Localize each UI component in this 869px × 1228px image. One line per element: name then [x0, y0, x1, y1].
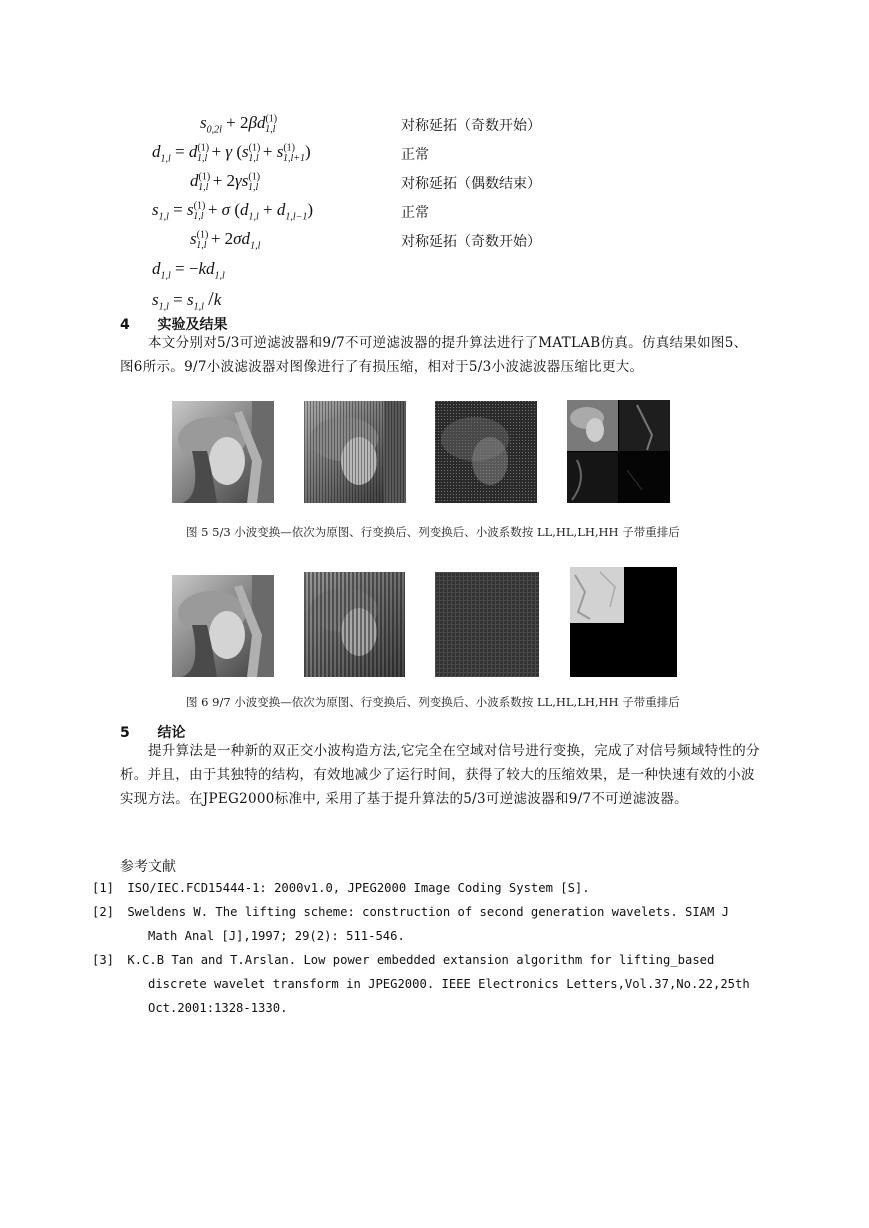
equation-2: $d_{1,l} = d^{(1)}_{1,l} + \gamma$ $(s^{(1)}_{1,l} + s^{(1)}_{1,l+1})$	[152, 142, 311, 165]
figure-5-caption: 图 5 5/3 小波变换—依次为原图、行变换后、列变换后、小波系数按 LL,HL,LH,HH 子带重排后	[186, 525, 680, 539]
equation-1: $s_{0,2l} + 2\beta d^{(1)}_{1,l}$	[200, 113, 278, 136]
references-list	[92, 876, 760, 1020]
figure-6-row-transform-image	[304, 572, 405, 677]
reference-text: K.C.B Tan and T.Arslan. Low power embedded extansion algorithm for lifting_based discrete wavelet transform in JPEG2000. IEEE Electronics Letters,Vol.37,No.22,25th Oct.2001:1328-1330.	[127, 953, 750, 1015]
equation-4-note: 正常	[401, 205, 429, 221]
reference-item: [3] K.C.B Tan and T.Arslan. Low power embedded extansion algorithm for lifting_based discrete wavelet transform in JPEG2000. IEEE Electronics Letters,Vol.37,No.22,25th Oct.2001:1328-1330.	[92, 953, 750, 1015]
equation-5: $s^{(1)}_{1,l} + 2\sigma d_{1,l}$	[190, 229, 261, 252]
equation-1-note: 对称延拓（奇数开始）	[401, 118, 541, 134]
reference-item: [1] ISO/IEC.FCD15444-1: 2000v1.0, JPEG2000 Image Coding System [S].	[92, 881, 590, 895]
figure-5-column-transform-image	[435, 401, 537, 503]
section-5-paragraph: 提升算法是一种新的双正交小波构造方法,它完全在空域对信号进行变换，完成了对信号频域特性的分析。并且，由于其独特的结构，有效地减少了运行时间，获得了较大的压缩效果，是一种快速有效的小波实现方法。在JPEG2000标准中, 采用了基于提升算法的5/3可逆滤波器和9/7不可逆滤波器。	[120, 743, 760, 807]
equation-4: $s_{1,l} = s^{(1)}_{1,l} + \sigma$ $(d_{1,l} + d_{1,l-1})$	[152, 200, 314, 223]
section-4-paragraph: 本文分别对5/3可逆滤波器和9/7不可逆滤波器的提升算法进行了MATLAB仿真。仿真结果如图5、图6所示。9/7小波滤波器对图像进行了有损压缩，相对于5/3小波滤波器压缩比更大。	[120, 335, 748, 375]
figure-6-original-image	[172, 575, 274, 677]
section-5-number: 5	[120, 725, 130, 741]
figure-5-original-image	[172, 401, 274, 503]
equation-3-note: 对称延拓（偶数结束）	[401, 176, 541, 192]
equation-3: $d^{(1)}_{1,l} + 2\gamma s^{(1)}_{1,l}$	[190, 171, 261, 194]
figure-6-caption: 图 6 9/7 小波变换—依次为原图、行变换后、列变换后、小波系数按 LL,HL,LH,HH 子带重排后	[186, 695, 680, 709]
figure-5-subband-image	[567, 400, 670, 503]
equation-6: $d_{1,l} = -kd_{1,l}$	[152, 259, 225, 282]
figure-6-subband-image	[570, 567, 677, 677]
equation-7: $s_{1,l} = s_{1,l}$ /k	[152, 288, 222, 313]
references-title: 参考文献	[120, 859, 176, 875]
section-5-title: 结论	[157, 725, 186, 741]
section-4-number: 4	[120, 317, 130, 333]
reference-item: [2] Sweldens W. The lifting scheme: construction of second generation wavelets. SIAM J Math Anal [J],1997; 29(2): 511-546.	[92, 905, 730, 943]
equation-2-note: 正常	[401, 147, 429, 163]
reference-text: ISO/IEC.FCD15444-1: 2000v1.0, JPEG2000 Image Coding System [S].	[127, 881, 590, 895]
equation-5-note: 对称延拓（奇数开始）	[401, 234, 541, 250]
reference-text: Sweldens W. The lifting scheme: construction of second generation wavelets. SIAM J Math Anal [J],1997; 29(2): 511-546.	[127, 905, 730, 943]
section-4-title: 实验及结果	[157, 317, 228, 333]
figure-6-column-transform-image	[435, 572, 539, 677]
figure-5-row-transform-image	[304, 401, 406, 503]
